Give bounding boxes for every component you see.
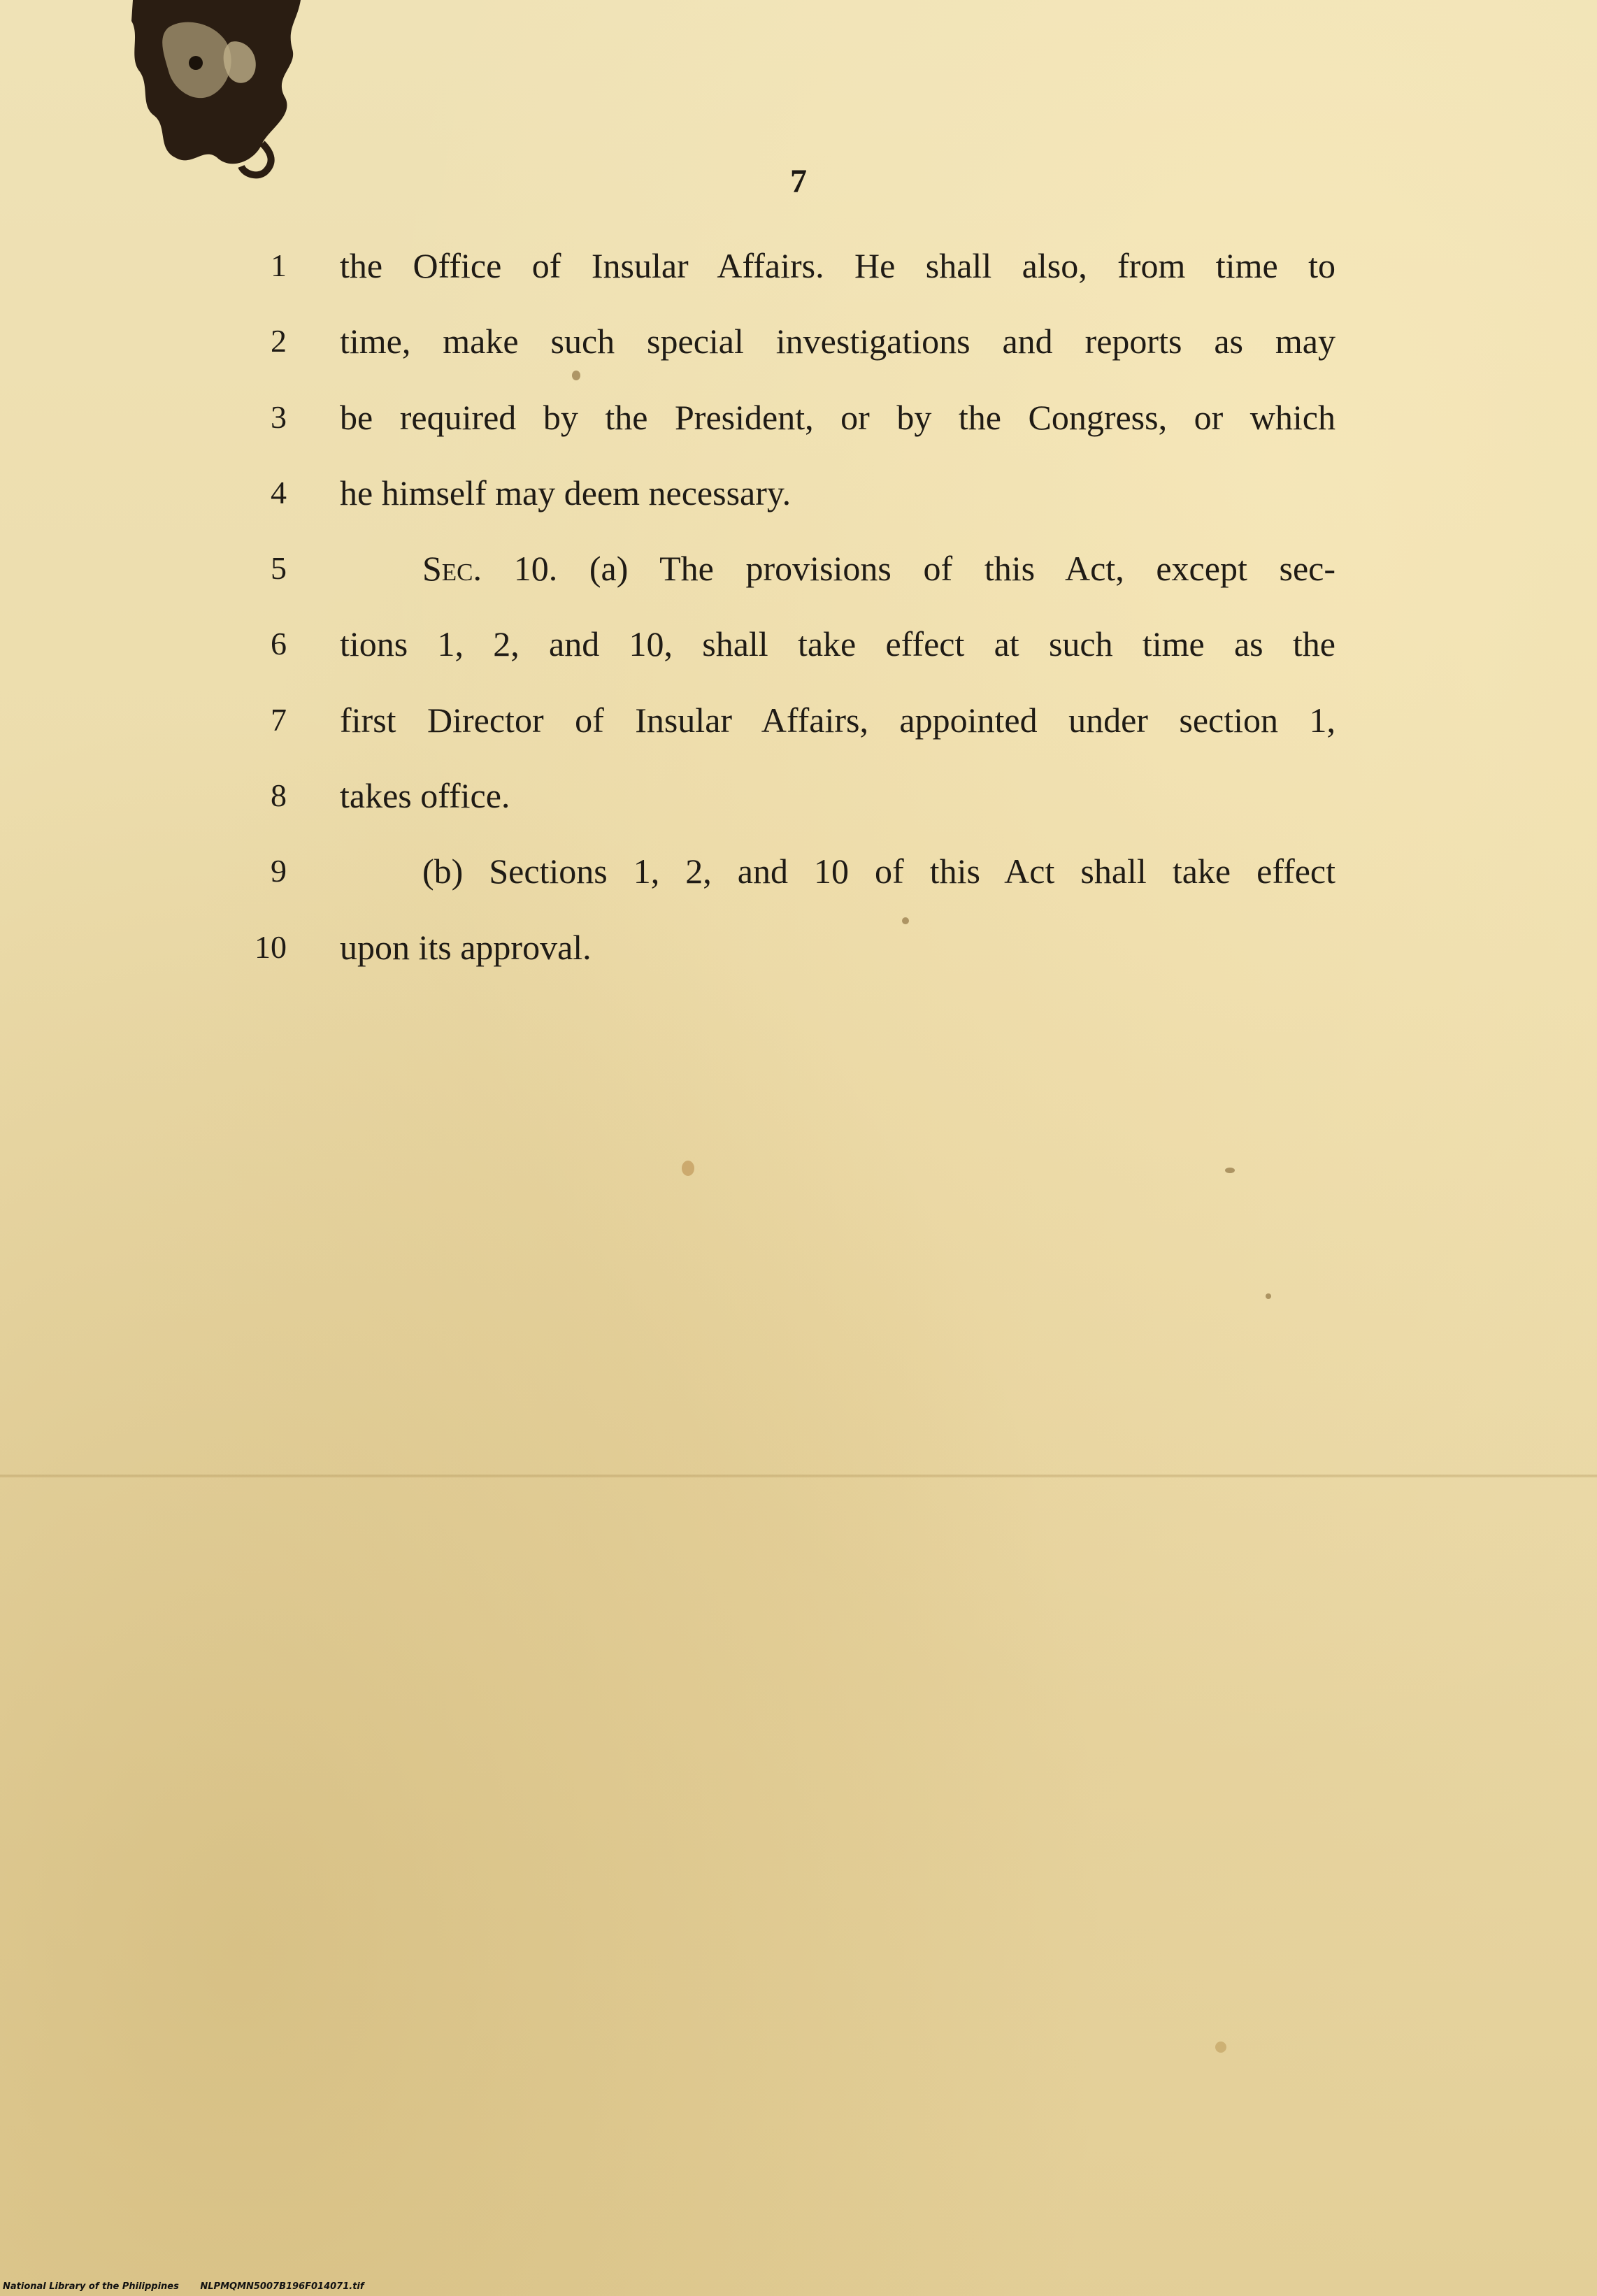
line-number: 4: [271, 474, 287, 510]
burn-damage: [126, 0, 315, 189]
page-number: 7: [790, 163, 807, 200]
text-line: [245, 615, 1335, 690]
bill-text: [245, 236, 1335, 993]
line-text: 10. (a) The provisions of this Act, except sec-: [482, 549, 1335, 589]
line-text: the Office of Insular Affairs. He shall also, from time to: [340, 246, 1335, 285]
text-line: [245, 539, 1335, 615]
section-label: Sec.: [422, 549, 482, 589]
line-number: 5: [271, 550, 287, 587]
library-credit: National Library of the Philippines: [3, 2281, 179, 2292]
text-line: [245, 691, 1335, 766]
paper-fold: [0, 1474, 1597, 1478]
line-text: takes office.: [340, 776, 510, 816]
text-line: [245, 236, 1335, 312]
line-text: time, make such special investigations and reports as may: [340, 322, 1335, 361]
line-number: 6: [271, 626, 287, 662]
line-text: upon its approval.: [340, 927, 592, 967]
line-number: 8: [271, 777, 287, 814]
scan-footer: [3, 2281, 382, 2292]
line-number: 1: [271, 247, 287, 283]
paper-speck: [682, 1161, 694, 1176]
line-number: 9: [271, 853, 287, 889]
text-line: [245, 766, 1335, 842]
text-line: [245, 842, 1335, 917]
paper-speck: [1215, 2042, 1226, 2053]
line-text: be required by the President, or by the Congress, or which: [340, 397, 1335, 437]
line-text: he himself may deem necessary.: [340, 473, 792, 512]
paper-speck: [1225, 1168, 1235, 1173]
line-number: 10: [255, 928, 287, 965]
line-text: first Director of Insular Affairs, appointed under section 1,: [340, 700, 1335, 740]
text-line: [245, 464, 1335, 539]
text-line: [245, 918, 1335, 993]
section-heading-line: [422, 539, 1335, 598]
line-number: 7: [271, 701, 287, 738]
line-text: (b) Sections 1, 2, and 10 of this Act shall take effect: [422, 852, 1335, 891]
text-line: [245, 312, 1335, 387]
file-id: NLPMQMN5007B196F014071.tif: [200, 2281, 364, 2292]
text-line: [245, 388, 1335, 464]
line-number: 2: [271, 323, 287, 359]
paper-speck: [1266, 1293, 1271, 1299]
line-text: tions 1, 2, and 10, shall take effect at such time as the: [340, 624, 1335, 664]
line-number: 3: [271, 399, 287, 435]
